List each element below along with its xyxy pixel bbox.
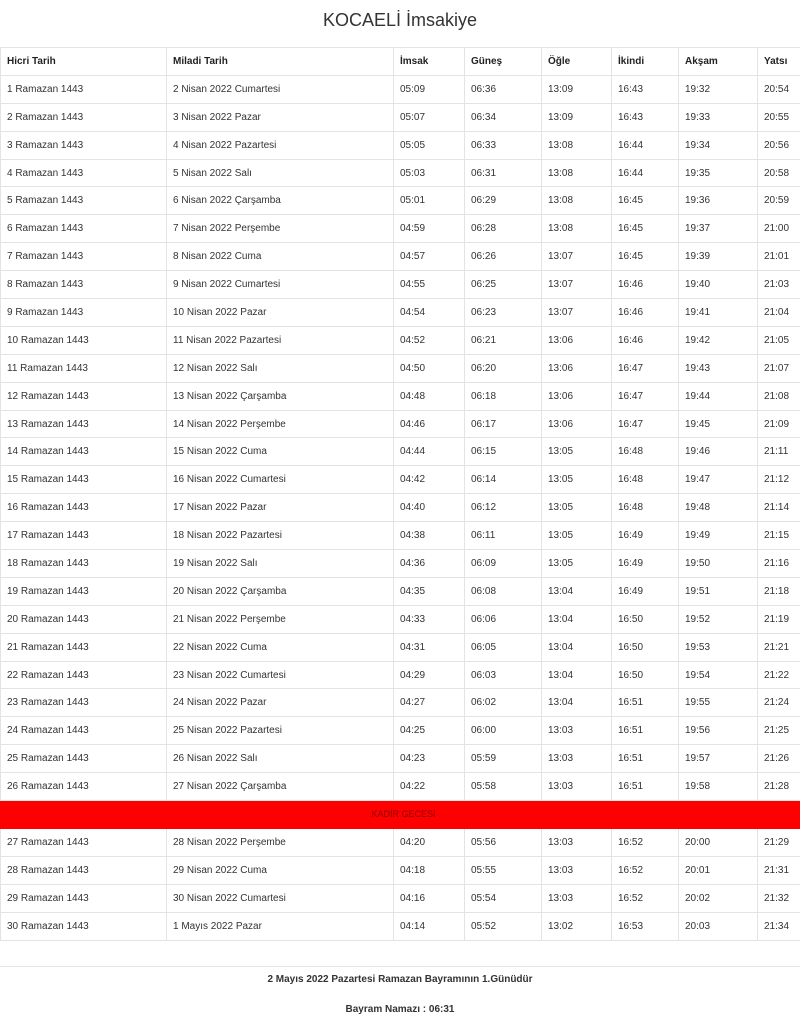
cell-aksam: 19:40	[679, 271, 758, 299]
cell-aksam: 19:50	[679, 550, 758, 578]
cell-imsak: 04:29	[394, 661, 465, 689]
table-row	[1, 382, 800, 410]
cell-imsak: 04:16	[394, 884, 465, 912]
cell-yatsi: 21:08	[758, 382, 800, 410]
cell-ikindi: 16:43	[612, 75, 679, 103]
cell-miladi: 17 Nisan 2022 Pazar	[167, 494, 394, 522]
table-header-row	[1, 48, 800, 76]
cell-aksam: 19:57	[679, 745, 758, 773]
cell-imsak: 04:33	[394, 605, 465, 633]
cell-aksam: 19:49	[679, 522, 758, 550]
cell-miladi: 18 Nisan 2022 Pazartesi	[167, 522, 394, 550]
table-row	[1, 187, 800, 215]
cell-yatsi: 21:21	[758, 633, 800, 661]
table-row	[1, 354, 800, 382]
cell-ikindi: 16:47	[612, 354, 679, 382]
cell-ikindi: 16:52	[612, 828, 679, 856]
cell-ogle: 13:05	[542, 494, 612, 522]
header-aksam: Akşam	[679, 48, 758, 76]
cell-ikindi: 16:51	[612, 689, 679, 717]
cell-hicri: 14 Ramazan 1443	[1, 438, 167, 466]
cell-ikindi: 16:49	[612, 550, 679, 578]
cell-hicri: 27 Ramazan 1443	[1, 828, 167, 856]
cell-hicri: 30 Ramazan 1443	[1, 912, 167, 940]
cell-hicri: 2 Ramazan 1443	[1, 103, 167, 131]
kadir-gecesi-row	[1, 801, 800, 829]
cell-ikindi: 16:52	[612, 856, 679, 884]
cell-gunes: 06:00	[465, 717, 542, 745]
cell-ikindi: 16:47	[612, 410, 679, 438]
table-row	[1, 75, 800, 103]
cell-miladi: 6 Nisan 2022 Çarşamba	[167, 187, 394, 215]
cell-yatsi: 21:05	[758, 326, 800, 354]
table-row	[1, 884, 800, 912]
cell-ikindi: 16:48	[612, 466, 679, 494]
cell-gunes: 05:58	[465, 773, 542, 801]
kadir-gecesi-label: KADİR GECESİ	[1, 801, 800, 829]
cell-hicri: 26 Ramazan 1443	[1, 773, 167, 801]
table-row	[1, 550, 800, 578]
bayram-prayer-time: Bayram Namazı : 06:31	[345, 1004, 455, 1015]
cell-yatsi: 21:03	[758, 271, 800, 299]
cell-imsak: 04:48	[394, 382, 465, 410]
cell-ikindi: 16:45	[612, 243, 679, 271]
cell-yatsi: 21:34	[758, 912, 800, 940]
cell-ikindi: 16:46	[612, 299, 679, 327]
cell-ogle: 13:06	[542, 326, 612, 354]
cell-gunes: 06:36	[465, 75, 542, 103]
cell-hicri: 29 Ramazan 1443	[1, 884, 167, 912]
cell-ikindi: 16:47	[612, 382, 679, 410]
cell-imsak: 04:42	[394, 466, 465, 494]
cell-miladi: 15 Nisan 2022 Cuma	[167, 438, 394, 466]
cell-imsak: 04:46	[394, 410, 465, 438]
cell-ogle: 13:07	[542, 299, 612, 327]
cell-aksam: 19:53	[679, 633, 758, 661]
cell-miladi: 21 Nisan 2022 Perşembe	[167, 605, 394, 633]
cell-imsak: 04:55	[394, 271, 465, 299]
cell-hicri: 28 Ramazan 1443	[1, 856, 167, 884]
cell-hicri: 18 Ramazan 1443	[1, 550, 167, 578]
cell-aksam: 19:35	[679, 159, 758, 187]
cell-imsak: 04:25	[394, 717, 465, 745]
cell-gunes: 06:18	[465, 382, 542, 410]
cell-aksam: 19:56	[679, 717, 758, 745]
table-row	[1, 828, 800, 856]
cell-yatsi: 21:18	[758, 577, 800, 605]
cell-hicri: 11 Ramazan 1443	[1, 354, 167, 382]
cell-yatsi: 21:32	[758, 884, 800, 912]
cell-gunes: 06:03	[465, 661, 542, 689]
cell-miladi: 19 Nisan 2022 Salı	[167, 550, 394, 578]
cell-ogle: 13:04	[542, 661, 612, 689]
cell-yatsi: 21:22	[758, 661, 800, 689]
cell-miladi: 7 Nisan 2022 Perşembe	[167, 215, 394, 243]
cell-miladi: 22 Nisan 2022 Cuma	[167, 633, 394, 661]
cell-yatsi: 20:59	[758, 187, 800, 215]
cell-hicri: 1 Ramazan 1443	[1, 75, 167, 103]
table-row	[1, 689, 800, 717]
cell-gunes: 06:17	[465, 410, 542, 438]
cell-imsak: 04:27	[394, 689, 465, 717]
table-row	[1, 494, 800, 522]
cell-ogle: 13:08	[542, 131, 612, 159]
cell-miladi: 26 Nisan 2022 Salı	[167, 745, 394, 773]
cell-miladi: 20 Nisan 2022 Çarşamba	[167, 577, 394, 605]
cell-aksam: 19:45	[679, 410, 758, 438]
cell-ogle: 13:05	[542, 438, 612, 466]
cell-ikindi: 16:50	[612, 661, 679, 689]
cell-gunes: 06:26	[465, 243, 542, 271]
cell-yatsi: 21:12	[758, 466, 800, 494]
cell-gunes: 06:11	[465, 522, 542, 550]
cell-gunes: 06:21	[465, 326, 542, 354]
header-miladi: Miladi Tarih	[167, 48, 394, 76]
cell-ikindi: 16:48	[612, 494, 679, 522]
cell-ogle: 13:05	[542, 522, 612, 550]
cell-gunes: 06:08	[465, 577, 542, 605]
table-row	[1, 243, 800, 271]
cell-hicri: 6 Ramazan 1443	[1, 215, 167, 243]
cell-hicri: 24 Ramazan 1443	[1, 717, 167, 745]
cell-ogle: 13:06	[542, 382, 612, 410]
table-row	[1, 438, 800, 466]
cell-aksam: 19:41	[679, 299, 758, 327]
cell-aksam: 20:02	[679, 884, 758, 912]
cell-miladi: 23 Nisan 2022 Cumartesi	[167, 661, 394, 689]
cell-ogle: 13:04	[542, 577, 612, 605]
cell-yatsi: 21:15	[758, 522, 800, 550]
cell-gunes: 06:31	[465, 159, 542, 187]
cell-ogle: 13:05	[542, 550, 612, 578]
cell-miladi: 8 Nisan 2022 Cuma	[167, 243, 394, 271]
cell-hicri: 3 Ramazan 1443	[1, 131, 167, 159]
table-row	[1, 410, 800, 438]
cell-yatsi: 21:19	[758, 605, 800, 633]
table-row	[1, 159, 800, 187]
cell-imsak: 05:07	[394, 103, 465, 131]
cell-ogle: 13:04	[542, 633, 612, 661]
cell-aksam: 20:01	[679, 856, 758, 884]
cell-ogle: 13:09	[542, 103, 612, 131]
cell-aksam: 19:32	[679, 75, 758, 103]
cell-ikindi: 16:44	[612, 159, 679, 187]
cell-gunes: 06:15	[465, 438, 542, 466]
cell-gunes: 06:29	[465, 187, 542, 215]
cell-yatsi: 21:14	[758, 494, 800, 522]
cell-gunes: 06:06	[465, 605, 542, 633]
cell-imsak: 04:22	[394, 773, 465, 801]
table-row	[1, 856, 800, 884]
cell-aksam: 19:46	[679, 438, 758, 466]
cell-ogle: 13:08	[542, 187, 612, 215]
cell-imsak: 04:57	[394, 243, 465, 271]
cell-ikindi: 16:45	[612, 187, 679, 215]
table-row	[1, 577, 800, 605]
cell-ikindi: 16:51	[612, 717, 679, 745]
cell-ikindi: 16:43	[612, 103, 679, 131]
table-row	[1, 717, 800, 745]
cell-ogle: 13:03	[542, 856, 612, 884]
cell-miladi: 28 Nisan 2022 Perşembe	[167, 828, 394, 856]
cell-ikindi: 16:51	[612, 745, 679, 773]
header-gunes: Güneş	[465, 48, 542, 76]
cell-ikindi: 16:44	[612, 131, 679, 159]
cell-ikindi: 16:48	[612, 438, 679, 466]
cell-ikindi: 16:50	[612, 633, 679, 661]
table-row	[1, 326, 800, 354]
cell-gunes: 06:33	[465, 131, 542, 159]
cell-yatsi: 21:28	[758, 773, 800, 801]
cell-aksam: 19:33	[679, 103, 758, 131]
cell-ogle: 13:09	[542, 75, 612, 103]
bayram-note: 2 Mayıs 2022 Pazartesi Ramazan Bayramının 1.Günüdür	[267, 974, 533, 985]
cell-hicri: 17 Ramazan 1443	[1, 522, 167, 550]
cell-miladi: 13 Nisan 2022 Çarşamba	[167, 382, 394, 410]
cell-hicri: 8 Ramazan 1443	[1, 271, 167, 299]
footer-divider	[0, 966, 800, 967]
cell-gunes: 06:09	[465, 550, 542, 578]
cell-yatsi: 21:25	[758, 717, 800, 745]
cell-ikindi: 16:52	[612, 884, 679, 912]
cell-hicri: 5 Ramazan 1443	[1, 187, 167, 215]
cell-ogle: 13:02	[542, 912, 612, 940]
table-row	[1, 661, 800, 689]
cell-hicri: 7 Ramazan 1443	[1, 243, 167, 271]
cell-ikindi: 16:50	[612, 605, 679, 633]
header-yatsi: Yatsı	[758, 48, 800, 76]
cell-gunes: 06:34	[465, 103, 542, 131]
table-row	[1, 912, 800, 940]
cell-imsak: 04:36	[394, 550, 465, 578]
cell-imsak: 05:09	[394, 75, 465, 103]
cell-ogle: 13:03	[542, 717, 612, 745]
cell-miladi: 2 Nisan 2022 Cumartesi	[167, 75, 394, 103]
cell-gunes: 05:59	[465, 745, 542, 773]
cell-aksam: 19:34	[679, 131, 758, 159]
cell-aksam: 20:00	[679, 828, 758, 856]
cell-imsak: 04:54	[394, 299, 465, 327]
cell-yatsi: 21:16	[758, 550, 800, 578]
cell-imsak: 05:05	[394, 131, 465, 159]
cell-miladi: 4 Nisan 2022 Pazartesi	[167, 131, 394, 159]
table-row	[1, 633, 800, 661]
cell-imsak: 04:23	[394, 745, 465, 773]
cell-aksam: 19:51	[679, 577, 758, 605]
cell-gunes: 05:54	[465, 884, 542, 912]
table-row	[1, 605, 800, 633]
cell-yatsi: 20:56	[758, 131, 800, 159]
cell-hicri: 10 Ramazan 1443	[1, 326, 167, 354]
cell-miladi: 25 Nisan 2022 Pazartesi	[167, 717, 394, 745]
cell-ikindi: 16:53	[612, 912, 679, 940]
cell-ogle: 13:07	[542, 243, 612, 271]
cell-yatsi: 21:31	[758, 856, 800, 884]
cell-imsak: 04:40	[394, 494, 465, 522]
cell-imsak: 05:03	[394, 159, 465, 187]
cell-ikindi: 16:49	[612, 577, 679, 605]
cell-gunes: 05:55	[465, 856, 542, 884]
cell-aksam: 19:36	[679, 187, 758, 215]
cell-aksam: 19:43	[679, 354, 758, 382]
cell-hicri: 4 Ramazan 1443	[1, 159, 167, 187]
cell-miladi: 27 Nisan 2022 Çarşamba	[167, 773, 394, 801]
cell-yatsi: 21:29	[758, 828, 800, 856]
cell-ogle: 13:06	[542, 410, 612, 438]
cell-imsak: 04:14	[394, 912, 465, 940]
cell-ikindi: 16:49	[612, 522, 679, 550]
cell-imsak: 04:52	[394, 326, 465, 354]
cell-miladi: 3 Nisan 2022 Pazar	[167, 103, 394, 131]
cell-ikindi: 16:45	[612, 215, 679, 243]
cell-miladi: 16 Nisan 2022 Cumartesi	[167, 466, 394, 494]
cell-yatsi: 20:55	[758, 103, 800, 131]
cell-imsak: 04:59	[394, 215, 465, 243]
cell-miladi: 30 Nisan 2022 Cumartesi	[167, 884, 394, 912]
cell-miladi: 12 Nisan 2022 Salı	[167, 354, 394, 382]
cell-ogle: 13:08	[542, 159, 612, 187]
cell-yatsi: 21:11	[758, 438, 800, 466]
header-hicri: Hicri Tarih	[1, 48, 167, 76]
cell-imsak: 04:18	[394, 856, 465, 884]
cell-miladi: 9 Nisan 2022 Cumartesi	[167, 271, 394, 299]
cell-gunes: 06:05	[465, 633, 542, 661]
cell-imsak: 04:20	[394, 828, 465, 856]
cell-aksam: 20:03	[679, 912, 758, 940]
cell-aksam: 19:47	[679, 466, 758, 494]
cell-hicri: 15 Ramazan 1443	[1, 466, 167, 494]
cell-aksam: 19:44	[679, 382, 758, 410]
cell-hicri: 21 Ramazan 1443	[1, 633, 167, 661]
cell-yatsi: 20:54	[758, 75, 800, 103]
cell-hicri: 22 Ramazan 1443	[1, 661, 167, 689]
table-row	[1, 466, 800, 494]
cell-imsak: 04:38	[394, 522, 465, 550]
cell-yatsi: 21:01	[758, 243, 800, 271]
header-ikindi: İkindi	[612, 48, 679, 76]
cell-hicri: 13 Ramazan 1443	[1, 410, 167, 438]
cell-miladi: 11 Nisan 2022 Pazartesi	[167, 326, 394, 354]
cell-hicri: 25 Ramazan 1443	[1, 745, 167, 773]
cell-aksam: 19:42	[679, 326, 758, 354]
page-title: KOCAELİ İmsakiye	[322, 10, 478, 30]
cell-ogle: 13:03	[542, 884, 612, 912]
cell-miladi: 1 Mayıs 2022 Pazar	[167, 912, 394, 940]
cell-ikindi: 16:51	[612, 773, 679, 801]
cell-yatsi: 20:58	[758, 159, 800, 187]
table-row	[1, 271, 800, 299]
table-row	[1, 103, 800, 131]
cell-yatsi: 21:26	[758, 745, 800, 773]
cell-gunes: 06:28	[465, 215, 542, 243]
cell-gunes: 06:14	[465, 466, 542, 494]
cell-imsak: 04:35	[394, 577, 465, 605]
cell-ogle: 13:06	[542, 354, 612, 382]
imsakiye-table	[0, 47, 800, 941]
cell-ogle: 13:04	[542, 605, 612, 633]
cell-yatsi: 21:04	[758, 299, 800, 327]
cell-yatsi: 21:24	[758, 689, 800, 717]
cell-aksam: 19:48	[679, 494, 758, 522]
cell-miladi: 5 Nisan 2022 Salı	[167, 159, 394, 187]
cell-hicri: 9 Ramazan 1443	[1, 299, 167, 327]
cell-hicri: 12 Ramazan 1443	[1, 382, 167, 410]
table-row	[1, 745, 800, 773]
table-row	[1, 299, 800, 327]
cell-imsak: 04:50	[394, 354, 465, 382]
cell-gunes: 06:20	[465, 354, 542, 382]
cell-miladi: 24 Nisan 2022 Pazar	[167, 689, 394, 717]
cell-miladi: 29 Nisan 2022 Cuma	[167, 856, 394, 884]
header-ogle: Öğle	[542, 48, 612, 76]
cell-gunes: 06:25	[465, 271, 542, 299]
cell-ogle: 13:03	[542, 828, 612, 856]
table-row	[1, 773, 800, 801]
cell-aksam: 19:55	[679, 689, 758, 717]
cell-hicri: 23 Ramazan 1443	[1, 689, 167, 717]
cell-imsak: 05:01	[394, 187, 465, 215]
cell-ikindi: 16:46	[612, 326, 679, 354]
cell-yatsi: 21:07	[758, 354, 800, 382]
cell-ogle: 13:05	[542, 466, 612, 494]
cell-gunes: 05:56	[465, 828, 542, 856]
cell-miladi: 10 Nisan 2022 Pazar	[167, 299, 394, 327]
cell-gunes: 06:23	[465, 299, 542, 327]
cell-imsak: 04:31	[394, 633, 465, 661]
cell-aksam: 19:54	[679, 661, 758, 689]
cell-imsak: 04:44	[394, 438, 465, 466]
cell-ogle: 13:08	[542, 215, 612, 243]
table-row	[1, 522, 800, 550]
cell-ogle: 13:03	[542, 773, 612, 801]
table-row	[1, 131, 800, 159]
cell-ogle: 13:03	[542, 745, 612, 773]
cell-gunes: 05:52	[465, 912, 542, 940]
cell-aksam: 19:37	[679, 215, 758, 243]
cell-yatsi: 21:00	[758, 215, 800, 243]
cell-ikindi: 16:46	[612, 271, 679, 299]
table-row	[1, 215, 800, 243]
header-imsak: İmsak	[394, 48, 465, 76]
cell-hicri: 19 Ramazan 1443	[1, 577, 167, 605]
cell-yatsi: 21:09	[758, 410, 800, 438]
cell-ogle: 13:04	[542, 689, 612, 717]
cell-ogle: 13:07	[542, 271, 612, 299]
cell-hicri: 20 Ramazan 1443	[1, 605, 167, 633]
cell-gunes: 06:12	[465, 494, 542, 522]
cell-aksam: 19:58	[679, 773, 758, 801]
cell-aksam: 19:39	[679, 243, 758, 271]
cell-aksam: 19:52	[679, 605, 758, 633]
cell-miladi: 14 Nisan 2022 Perşembe	[167, 410, 394, 438]
cell-gunes: 06:02	[465, 689, 542, 717]
cell-hicri: 16 Ramazan 1443	[1, 494, 167, 522]
